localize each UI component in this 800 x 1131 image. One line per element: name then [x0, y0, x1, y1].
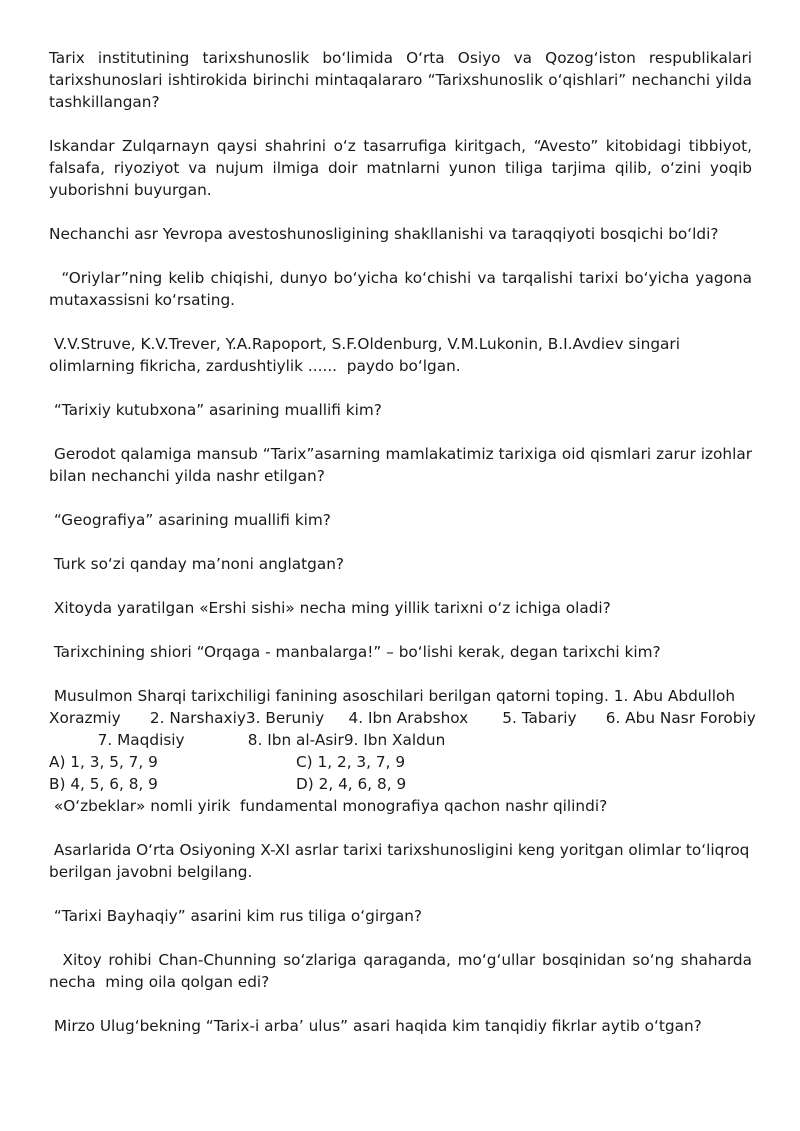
question-14: Asarlarida O‘rta Osiyoning X-XI asrlar tarixi tarixshunosligini keng yoritgan olimlar to‘liqroq berilgan javobni belgilang. — [49, 841, 755, 881]
question-6: “Tarixiy kutubxona” asarining muallifi kim? — [49, 401, 382, 419]
question-5: V.V.Struve, K.V.Trever, Y.A.Rapoport, S.F.Oldenburg, V.M.Lukonin, B.I.Avdiev singari olimlarning fikricha, zardushtiylik ...... paydo bo‘lgan. — [49, 335, 685, 375]
answer-option-d: D) 2, 4, 6, 8, 9 — [296, 775, 407, 793]
question-16: Xitoy rohibi Chan-Chunning so‘zlariga qaraganda, mo‘g‘ullar bosqinidan so‘ng shaharda necha ming oila qolgan edi? — [49, 951, 757, 991]
answer-option-b: B) 4, 5, 6, 8, 9 — [49, 775, 158, 793]
multi-question-line-2: Xorazmiy 2. Narshaxiy3. Beruniy 4. Ibn Arabshox 5. Tabariy 6. Abu Nasr Forobiy — [49, 709, 756, 727]
question-8: “Geografiya” asarining muallifi kim? — [49, 511, 331, 529]
question-1: Tarix institutining tarixshunoslik bo‘limida O‘rta Osiyo va Qozog‘iston respublikalari tarixshunoslari ishtirokida birinchi mintaqalararo “Tarixshunoslik o‘qishlari” nechanchi yilda tashkillangan? — [49, 49, 757, 111]
answer-option-a: A) 1, 3, 5, 7, 9 — [49, 753, 158, 771]
question-10: Xitoyda yaratilgan «Ershi sishi» necha ming yillik tarixni o‘z ichiga oladi? — [49, 599, 611, 617]
question-2: Iskandar Zulqarnayn qaysi shahrini o‘z tasarrufiga kiritgach, “Avesto” kitobidagi tibbiyot, falsafa, riyoziyot va nujum ilmiga doir matnlarni yunon tiliga tarjima qilib, o‘zini yoqib yuborishni buyurgan. — [49, 137, 757, 199]
question-13: «O‘zbeklar» nomli yirik fundamental monografiya qachon nashr qilindi? — [49, 797, 608, 815]
question-3: Nechanchi asr Yevropa avestoshunosligining shakllanishi va taraqqiyoti bosqichi bo‘ldi? — [49, 225, 719, 243]
document-page — [49, 47, 757, 1059]
answer-row-2 — [49, 773, 752, 795]
question-15: “Tarixi Bayhaqiy” asarini kim rus tiliga o‘girgan? — [49, 907, 423, 925]
multi-question-line-1: Musulmon Sharqi tarixchiligi fanining asoschilari berilgan qatorni toping. 1. Abu Abdulloh — [49, 687, 736, 705]
question-7: Gerodot qalamiga mansub “Tarix”asarning mamlakatimiz tarixiga oid qismlari zarur izohlar bilan nechanchi yilda nashr etilgan? — [49, 445, 757, 485]
question-4: “Oriylar”ning kelib chiqishi, dunyo bo‘yicha ko‘chishi va tarqalishi tarixi bo‘yicha yagona mutaxassisni ko‘rsating. — [49, 269, 757, 309]
multi-choice-question — [49, 685, 756, 795]
question-9: Turk so‘zi qanday ma’noni anglatgan? — [49, 555, 345, 573]
multi-question-line-3: 7. Maqdisiy 8. Ibn al-Asir9. Ibn Xaldun — [49, 731, 446, 749]
answer-option-c: C) 1, 2, 3, 7, 9 — [296, 753, 406, 771]
answer-row-1 — [49, 751, 752, 773]
question-11: Tarixchining shiori “Orqaga - manbalarga!” – bo‘lishi kerak, degan tarixchi kim? — [49, 643, 661, 661]
question-17: Mirzo Ulug‘bekning “Tarix-i arba’ ulus” asari haqida kim tanqidiy fikrlar aytib o‘tgan? — [49, 1017, 702, 1035]
